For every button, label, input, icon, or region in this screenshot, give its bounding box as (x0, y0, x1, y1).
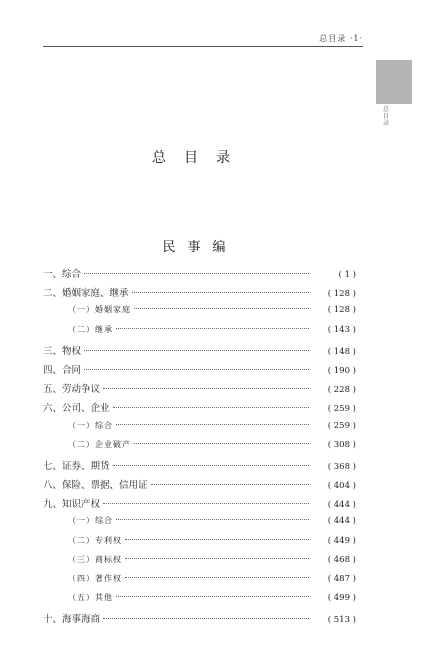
dot-leader (113, 407, 309, 408)
toc-entry-label: 五、劳动争议 (43, 384, 101, 396)
toc-entry-label: 八、保险、票据、信用证 (43, 480, 148, 492)
dot-leader (116, 328, 309, 329)
side-thumb-tab[interactable] (376, 60, 412, 104)
toc-page-number: ( 487 ) (327, 574, 356, 584)
toc-entry-label: （一）综合 (68, 420, 113, 430)
page-title: 总目录 (152, 150, 248, 166)
running-header: 总目录 ·1· (319, 34, 363, 43)
toc-entry-label: 二、婚姻家庭、继承 (43, 288, 129, 300)
toc-page-number: ( 468 ) (327, 554, 356, 565)
toc-entry[interactable] (43, 285, 356, 304)
toc-page-number: ( 259 ) (327, 404, 356, 415)
toc-entry-label: （二）企业破产 (68, 439, 131, 449)
toc-entry-label: （一）综合 (68, 516, 113, 526)
toc-entry-label: 三、物权 (43, 345, 82, 357)
toc-entry[interactable] (43, 477, 356, 496)
toc-page-number: ( 128 ) (327, 305, 356, 316)
toc-entry[interactable] (43, 611, 356, 630)
toc-page-number: ( 228 ) (327, 385, 356, 396)
toc-entry-label: （一）婚姻家庭 (68, 305, 131, 315)
toc-page-number: ( 444 ) (327, 500, 356, 511)
dot-leader (125, 558, 309, 559)
toc-page-number: ( 368 ) (327, 461, 356, 472)
dot-leader (84, 369, 309, 370)
toc-entry[interactable] (43, 266, 356, 285)
toc-subentry[interactable] (43, 535, 356, 554)
toc-entry-label: 一、综合 (43, 269, 82, 280)
toc-entry[interactable] (43, 362, 356, 381)
dot-leader (113, 465, 309, 466)
toc-page-number: ( 404 ) (327, 481, 356, 492)
toc-page-number: ( 128 ) (327, 289, 356, 300)
toc-subentry[interactable] (43, 592, 356, 611)
toc-subentry[interactable] (43, 420, 356, 439)
toc-subentry[interactable] (43, 515, 356, 534)
dot-leader (103, 618, 309, 619)
dot-leader (116, 424, 309, 425)
toc-page-number: ( 1 ) (338, 270, 356, 280)
toc-entry[interactable] (43, 458, 356, 477)
dot-leader (134, 308, 309, 309)
dot-leader (103, 388, 309, 389)
dot-leader (125, 539, 309, 540)
toc-entry[interactable] (43, 343, 356, 362)
toc-entry-label: 四、合同 (43, 364, 82, 376)
toc-subentry[interactable] (43, 573, 356, 592)
toc-page-number: ( 449 ) (327, 535, 356, 546)
toc-entry-label: 九、知识产权 (43, 499, 101, 511)
toc-page-number: ( 259 ) (327, 420, 356, 431)
side-tab-label: 总目录 (382, 106, 389, 127)
header-rule (43, 46, 363, 47)
toc-page-number: ( 513 ) (327, 615, 356, 626)
toc-page-number: ( 499 ) (327, 593, 356, 604)
toc-entry[interactable] (43, 381, 356, 400)
toc-entry-label: 六、公司、企业 (43, 403, 110, 415)
toc-subentry[interactable] (43, 304, 356, 323)
dot-leader (84, 273, 309, 274)
toc-page-number: ( 190 ) (327, 365, 356, 376)
table-of-contents (43, 266, 356, 631)
toc-page-number: ( 308 ) (327, 439, 356, 450)
toc-page-number: ( 143 ) (327, 324, 356, 335)
dot-leader (132, 292, 309, 293)
toc-entry[interactable] (43, 400, 356, 419)
toc-entry-label: （五）其他 (68, 593, 113, 603)
dot-leader (103, 503, 309, 504)
toc-entry-label: （二）继承 (68, 324, 113, 334)
toc-page-number: ( 444 ) (327, 516, 356, 527)
toc-entry-label: 十、海事海商 (43, 614, 101, 626)
toc-page-number: ( 148 ) (327, 346, 356, 357)
toc-entry-label: （二）专利权 (68, 535, 122, 545)
dot-leader (84, 350, 309, 351)
dot-leader (116, 596, 309, 597)
dot-leader (125, 577, 309, 578)
toc-entry-label: （四）著作权 (68, 574, 122, 583)
toc-entry[interactable] (43, 496, 356, 515)
dot-leader (134, 443, 309, 444)
dot-leader (116, 519, 309, 520)
toc-subentry[interactable] (43, 439, 356, 458)
dot-leader (151, 484, 309, 485)
section-title: 民事编 (162, 240, 238, 255)
toc-entry-label: （三）商标权 (68, 554, 122, 564)
toc-subentry[interactable] (43, 324, 356, 343)
toc-entry-label: 七、证券、期货 (43, 460, 110, 472)
toc-subentry[interactable] (43, 554, 356, 573)
